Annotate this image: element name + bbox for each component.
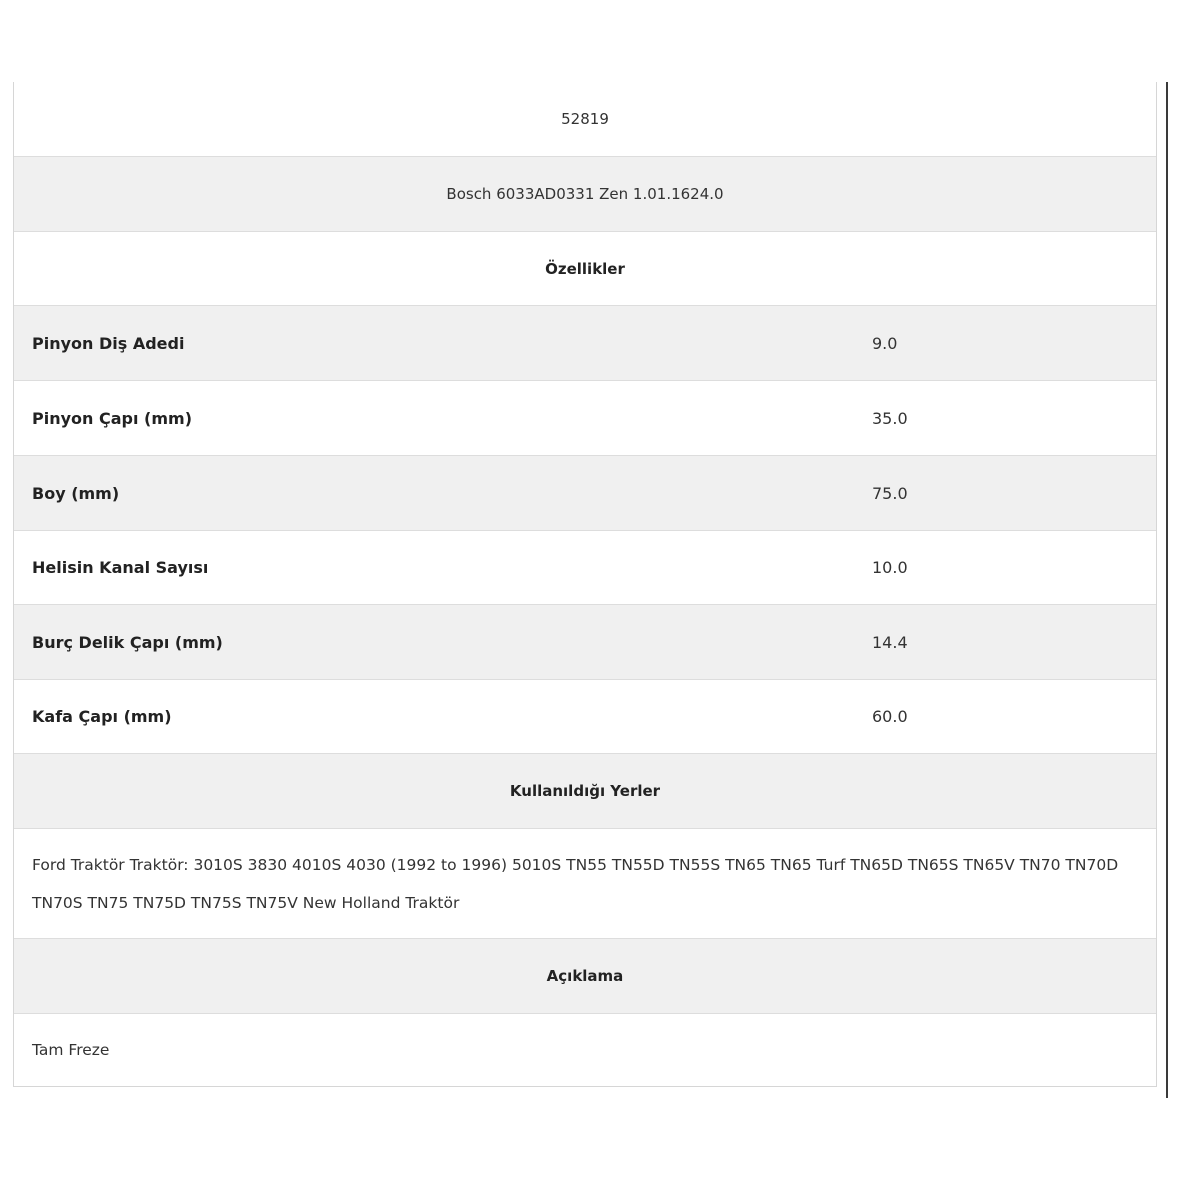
spec-row xyxy=(14,306,1156,381)
product-spec-table xyxy=(13,82,1157,1087)
spec-value: 10.0 xyxy=(872,558,908,577)
spec-value: 75.0 xyxy=(872,483,908,503)
spec-row xyxy=(14,680,1156,754)
description-heading-row xyxy=(14,939,1156,1014)
spec-row xyxy=(14,605,1156,680)
spec-label: Boy (mm) xyxy=(32,483,120,503)
scrollbar-edge xyxy=(1166,82,1168,1098)
spec-row xyxy=(14,531,1156,605)
product-code: 52819 xyxy=(561,110,609,128)
usage-heading: Kullanıldığı Yerler xyxy=(509,782,661,800)
spec-label: Kafa Çapı (mm) xyxy=(32,707,172,726)
spec-row xyxy=(14,381,1156,456)
spec-value: 14.4 xyxy=(872,632,908,652)
spec-value: 9.0 xyxy=(872,333,898,353)
spec-value: 35.0 xyxy=(872,408,908,428)
features-heading-row xyxy=(14,232,1156,306)
usage-row xyxy=(14,829,1156,939)
spec-label: Burç Delik Çapı (mm) xyxy=(32,632,223,652)
features-heading: Özellikler xyxy=(545,259,625,278)
cross-reference-row xyxy=(14,157,1156,232)
spec-label: Pinyon Çapı (mm) xyxy=(32,408,192,428)
usage-heading-row xyxy=(14,754,1156,829)
spec-label: Pinyon Diş Adedi xyxy=(32,333,185,353)
usage-text: Ford Traktör Traktör: 3010S 3830 4010S 4030 (1992 to 1996) 5010S TN55 TN55D TN55S TN65 TN65 Turf TN65D TN65S TN65V TN70 TN70D TN70S TN75 TN75D TN75S TN75V New Holland Traktör xyxy=(32,855,1119,912)
product-code-row xyxy=(14,82,1156,157)
description-row xyxy=(14,1014,1156,1086)
spec-label: Helisin Kanal Sayısı xyxy=(32,558,209,577)
description-heading: Açıklama xyxy=(546,967,624,985)
spec-row xyxy=(14,456,1156,531)
description-text: Tam Freze xyxy=(32,1041,110,1059)
spec-value: 60.0 xyxy=(872,707,908,726)
cross-reference: Bosch 6033AD0331 Zen 1.01.1624.0 xyxy=(446,185,724,203)
